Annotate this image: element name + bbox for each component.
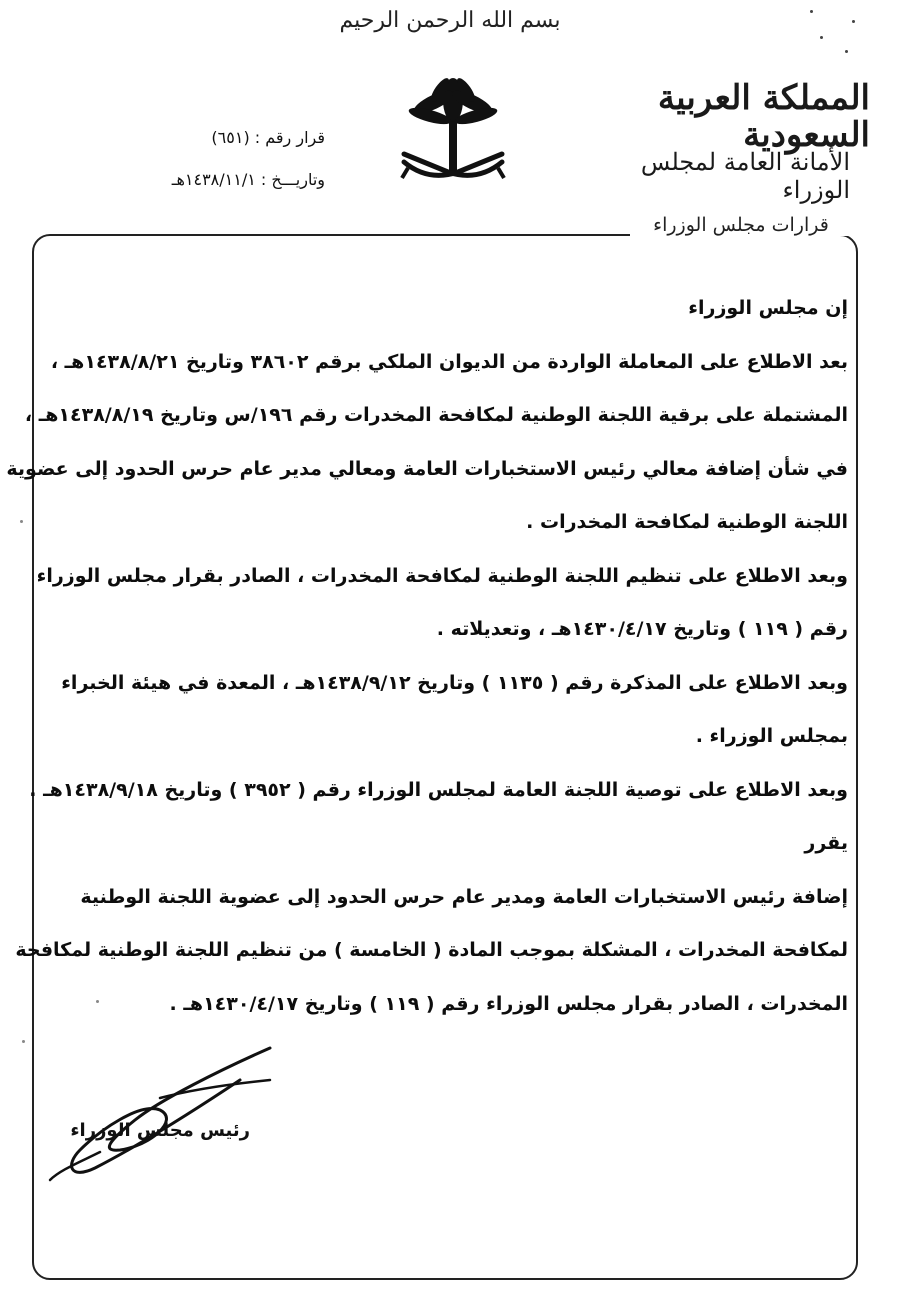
body-line: لمكافحة المخدرات ، المشكلة بموجب المادة ( الخامسة ) من تنظيم اللجنة الوطنية لمكافحة <box>15 939 848 961</box>
body-line: بعد الاطلاع على المعاملة الواردة من الديوان الملكي برقم ٣٨٦٠٢ وتاريخ ١٤٣٨/٨/٢١هـ ، <box>50 350 848 373</box>
decision-number: قرار رقم : (٦٥١) <box>211 128 325 147</box>
secretariat-title: الأمانة العامة لمجلس الوزراء <box>640 148 850 204</box>
corner-dots <box>800 6 860 56</box>
saudi-emblem-icon <box>398 72 508 192</box>
body-line: إضافة رئيس الاستخبارات العامة ومدير عام حرس الحدود إلى عضوية اللجنة الوطنية <box>80 885 848 908</box>
decisions-label: قرارات مجلس الوزراء <box>630 214 852 236</box>
margin-dot <box>96 1000 99 1003</box>
body-line: إن مجلس الوزراء <box>688 297 848 319</box>
body-line: اللجنة الوطنية لمكافحة المخدرات . <box>526 511 848 533</box>
body-line: وبعد الاطلاع على تنظيم اللجنة الوطنية لمكافحة المخدرات ، الصادر بقرار مجلس الوزراء <box>36 564 848 587</box>
body-line: في شأن إضافة معالي رئيس الاستخبارات العامة ومعالي مدير عام حرس الحدود إلى عضوية <box>6 457 848 480</box>
body-line: بمجلس الوزراء . <box>695 725 848 747</box>
body-line: وبعد الاطلاع على المذكرة رقم ( ١١٣٥ ) وتاريخ ١٤٣٨/٩/١٢هـ ، المعدة في هيئة الخبراء <box>61 671 848 694</box>
margin-dot <box>22 1040 25 1043</box>
body-line: المشتملة على برقية اللجنة الوطنية لمكافحة المخدرات رقم ١٩٦/س وتاريخ ١٤٣٨/٨/١٩هـ ، <box>24 404 848 426</box>
decision-body <box>6 288 848 1037</box>
kingdom-title: المملكة العربية السعودية <box>657 78 870 156</box>
body-line: وبعد الاطلاع على توصية اللجنة العامة لمجلس الوزراء رقم ( ٣٩٥٢ ) وتاريخ ١٤٣٨/٩/١٨هـ . <box>29 778 848 801</box>
body-line: رقم ( ١١٩ ) وتاريخ ١٤٣٠/٤/١٧هـ ، وتعديلاته . <box>436 618 848 640</box>
margin-dot <box>20 520 23 523</box>
decision-date: وتاريـــخ : ١٤٣٨/١١/١هـ <box>171 170 325 189</box>
signature-title: رئيس مجلس الوزراء <box>70 1120 250 1141</box>
resolution-heading: يقرر <box>804 832 848 854</box>
basmala: بسم الله الرحمن الرحيم <box>339 8 561 33</box>
body-line: المخدرات ، الصادر بقرار مجلس الوزراء رقم ( ١١٩ ) وتاريخ ١٤٣٠/٤/١٧هـ . <box>169 992 848 1015</box>
handwritten-signature <box>40 1040 300 1190</box>
